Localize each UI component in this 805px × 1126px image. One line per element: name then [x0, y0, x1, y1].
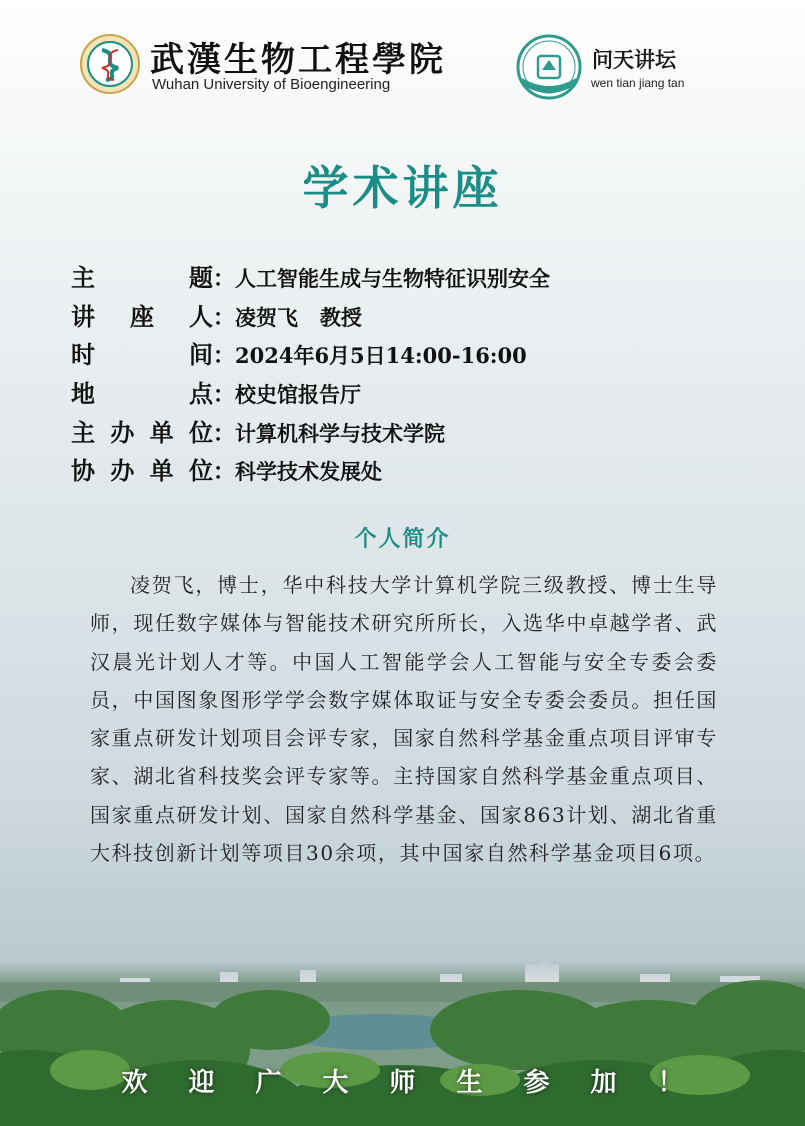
info-row-time: [71, 335, 550, 374]
university-logo-icon: [80, 34, 140, 94]
info-label-char: 人: [189, 301, 213, 331]
info-label-char: 协: [71, 456, 95, 486]
page-title: 学术讲座: [302, 161, 503, 215]
info-label-char: 位: [188, 456, 213, 486]
bio-heading: 个人简介: [354, 526, 451, 552]
info-value: 人工智能生成与生物特征识别安全: [235, 266, 550, 291]
info-label: [71, 297, 213, 332]
info-value: 科学技术发展处: [235, 459, 382, 485]
welcome-char: 生: [456, 1068, 483, 1098]
forum-name-cn: 问天讲坛: [592, 47, 676, 72]
info-colon: ：: [213, 420, 236, 447]
lecture-info: [71, 258, 550, 490]
welcome-char: 参: [523, 1068, 550, 1098]
welcome-banner: [0, 1062, 805, 1099]
info-row-speaker: [71, 297, 550, 336]
info-label-char: 主: [71, 263, 95, 292]
welcome-char: 迎: [188, 1068, 215, 1098]
welcome-char: 欢: [121, 1068, 148, 1098]
info-value: 计算机科学与技术学院: [235, 420, 445, 446]
info-colon: ：: [213, 304, 236, 331]
info-label-char: 位: [188, 417, 213, 447]
info-colon: ：: [213, 459, 236, 486]
school-name-en: Wuhan University of Bioengineering: [152, 76, 391, 93]
info-label-char: 题: [189, 263, 213, 292]
info-label-char: 讲: [71, 301, 95, 331]
info-row-organizer: [71, 413, 550, 452]
info-label-char: 办: [110, 417, 135, 447]
info-colon: ：: [213, 266, 236, 292]
info-label: [71, 335, 213, 370]
info-value: 校史馆报告厅: [235, 382, 361, 408]
info-label: [71, 258, 213, 293]
info-label: [71, 374, 213, 409]
info-value: 2024年6月5日14:00-16:00: [235, 343, 527, 369]
info-colon: ：: [213, 382, 236, 409]
info-label-char: 单: [149, 456, 174, 486]
info-row-location: [71, 374, 550, 413]
welcome-char: 广: [255, 1068, 282, 1098]
info-label-char: 单: [149, 417, 174, 447]
school-name-cn: 武漢生物工程學院: [150, 40, 446, 80]
info-label-char: 地: [71, 379, 95, 409]
info-row-topic: [71, 258, 550, 297]
info-label: [71, 413, 213, 448]
welcome-char: 加: [590, 1068, 617, 1098]
info-label-char: 点: [189, 379, 213, 409]
info-label-char: 座: [130, 301, 154, 331]
bio-text: 凌贺飞，博士，华中科技大学计算机学院三级教授、博士生导师，现任数字媒体与智能技术研究所所长，入选华中卓越学者、武汉晨光计划人才等。中国人工智能学会人工智能与安全专委会委员，中国图象图形学学会数字媒体取证与安全专委会委员。担任国家重点研发计划项目会评专家，国家自然科学基金重点项目评审专家、湖北省科技奖会评专家等。主持国家自然科学基金重点项目、国家重点研发计划、国家自然科学基金、国家863计划、湖北省重大科技创新计划等项目30余项，其中国家自然科学基金项目6项。: [90, 573, 718, 866]
campus-scenery-image: [0, 960, 805, 1126]
info-row-co-organizer: [71, 451, 550, 490]
welcome-char: 大: [322, 1068, 349, 1098]
info-label-char: 办: [110, 456, 135, 486]
info-label-char: 时: [71, 340, 95, 370]
info-value: 凌贺飞 教授: [235, 304, 362, 330]
info-colon: ：: [213, 343, 236, 370]
info-label-char: 间: [189, 340, 213, 370]
info-label: [71, 451, 213, 486]
welcome-char: ！: [657, 1068, 684, 1098]
forum-name-en: wen tian jiang tan: [591, 76, 685, 90]
forum-logo-icon: [516, 34, 582, 100]
info-label-char: 主: [71, 417, 95, 447]
welcome-char: 师: [389, 1068, 416, 1098]
